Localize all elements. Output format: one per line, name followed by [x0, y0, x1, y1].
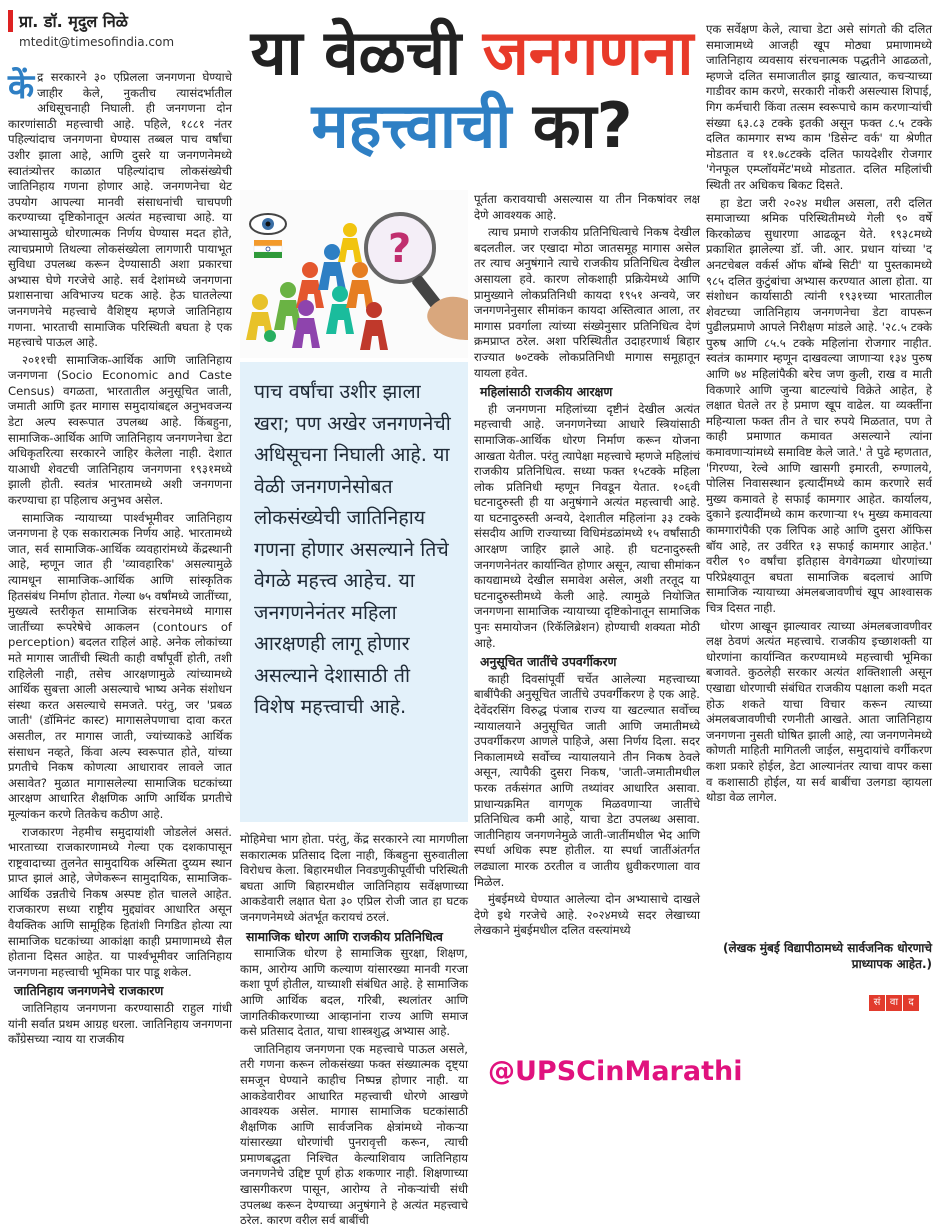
paragraph: २०११ची सामाजिक-आर्थिक आणि जातिनिहाय जनगणना (Socio Economic and Caste Census) वगळता, भारतातील अनुसूचित जाती, जमाती आणि इतर मागास समुदायांबद्दल अनुभवजन्य डेटा अल्प स्वरूपात उपलब्ध आहे. किंबहुना, सामाजिक-आर्थिक आणि जातिनिहाय जनगणनेचा डेटा अधिकृतरित्या सरकारने जाहिर केलेला नाही. देशात याआधी शेवटची जातिनिहाय जनगणना १९३१मध्ये झाली होती. स्वतंत्र भारतामध्ये अशी जनगणना करण्याचा हा पहिलाच अनुभव असेल.: [8, 352, 232, 508]
article-column-3: [474, 192, 700, 1192]
byline: [8, 10, 233, 49]
subheading: अनुसूचित जातींचे उपवर्गीकरण: [480, 654, 617, 670]
paragraph: सामाजिक धोरण हे सामाजिक सुरक्षा, शिक्षण, काम, आरोग्य आणि कल्याण यांसारख्या मानवी गरजा कशा पूर्ण होतील, याच्याशी संबंधित आहे. हे सामाजिक आणि आर्थिक बदल, गरिबी, स्थलांतर आणि जागतिकीकरणाच्या आव्हानांना राज्य आणि समाज कसे प्रतिसाद देतात, याचा शास्त्रशुद्ध अभ्यास आहे.: [240, 946, 468, 1039]
eye-icon: [250, 214, 286, 234]
article-column-4: [706, 22, 932, 912]
paragraph: एक सर्वेक्षण केले, त्याचा डेटा असे सांगतो की दलित समाजामध्ये आजही खूप मोठ्या प्रमाणामध्ये जातिनिहाय व्यवसाय संरचनात्मक पद्धतीने आढळतो, म्हणजे दलित समाजातील झाडू खात्यात, कचऱ्याच्या गाडीवर काम करणे, सरकारी नोकरी असल्यास शिपाई, गिग कर्मचारी किंवा तत्सम स्वरूपाचे काम करणाऱ्यांची संख्या ६३.८३ टक्के इतकी असून फक्त ८.५ टक्के दलित कामगार सभ्य काम 'डिसेन्ट वर्क' या श्रेणीत मोडतात व ११.७८टक्के दलित फायदेशीर रोजगार 'गेनफूल एम्प्लॉयमेंट'मध्ये मोडतात. दलित महिलांची स्थिती तर अधिकच बिकट दिसते.: [706, 22, 932, 192]
author-name: प्रा. डॉ. मृदुल निळे: [19, 12, 128, 31]
headline: [238, 18, 706, 161]
headline-part-4: का?: [511, 89, 633, 163]
tag-letter: वा: [886, 995, 902, 1011]
paragraph: राजकारण नेहमीच समुदायांशी जोडलेलं असतं. भारताच्या राजकारणामध्ये गेल्या एक दशकापासून राष्ट्रवादाच्या तुलनेत सामुदायिक अस्मिता दुय्यम स्थान प्राप्त झालं आहे, जेणेकरून सामुदायिक, सामाजिक-आर्थिक उन्नतीचे निकष अस्पष्ट होत चालले आहेत. राजकारण सध्या राष्ट्रीय मुद्द्यांवर आधारित असून वैयक्तिक आणि सामूहिक हितांशी निगडित होत्या त्या सामाजिक घटकांच्या आकांक्षा काही प्रमाणामध्ये सैल होताना दिसत आहेत. या पार्श्वभूमीवर जातिनिहाय जनगणना महत्त्वाची भूमिका पार पाडू शकेल.: [8, 824, 232, 979]
svg-text:?: ?: [388, 226, 412, 272]
drop-cap: कें: [8, 67, 35, 107]
paragraph: मुंबईमध्ये घेण्यात आलेल्या दोन अभ्यासाचे दाखले देणे इथे गरजेचे आहे. २०२४मध्ये सदर लेखाच्या लेखकाने मुंबईमधील दलित वस्त्यांमध्ये: [474, 892, 700, 938]
people-magnifier-illustration: [240, 190, 468, 358]
article-column-2: [240, 832, 468, 1228]
paragraph: सामाजिक न्यायाच्या पार्श्वभूमीवर जातिनिहाय जनगणना हे एक सकारात्मक निर्णय आहे. भारतामध्ये जात, सर्व सामाजिक-आर्थिक व्यवहारांमध्ये केंद्रस्थानी आहे, म्हणून जात ही 'व्यावहारिक' असल्यामुळे त्यामधून सामाजिक-आर्थिक आणि सांस्कृतिक हितसंबंध निर्माण होतात. गेल्या ७५ वर्षांमध्ये जातींच्या, मुख्यत्वे स्तरीकृत सामाजिक संरचनेमध्ये मागास जातींच्या रूपरेषेचे आकलन (contours of perception) बदलत राहिलं आहे. अनेक लोकांच्या मते मागास जातींची स्थिती काही वर्षांपूर्वी होती, तशी राहिलेली नाही, तसेच आरक्षणामुळे त्यांच्यामध्ये आर्थिक सुबत्ता आली असल्याचे भाष्य अनेक संशोधन संस्था करत असल्याचे समजते. परंतु, जर 'प्रबळ जाती' (डॉमिनंट कास्ट) मागासलेपणाचा दावा करत असतील, तर मागास जाती, ज्यांच्याकडे आर्थिक संसाधन नव्हते, किंवा अल्प स्वरूपात होते, यांच्या प्रगतीचे निकष कोणत्या आधारावर लावले जात असावेत? मुळात मागासलेल्या सामाजिक घटकांच्या आरक्षण आधारित शैक्षणिक आणि आर्थिक प्रगतीचे मूल्यांकन करणे तितकेच कठीण आहे.: [8, 510, 232, 821]
headline-part-3: महत्त्वाची: [311, 89, 512, 163]
samvad-tag: [868, 990, 919, 1011]
watermark: @UPSCinMarathi: [488, 1056, 743, 1087]
author-email: mtedit@timesofindia.com: [19, 35, 175, 49]
subheading: जातिनिहाय जनगणनेचे राजकारण: [14, 983, 164, 999]
paragraph: जातिनिहाय जनगणना करण्यासाठी राहुल गांधी यांनी सर्वात प्रथम आग्रह धरला. जातिनिहाय जनगणना काँग्रेसच्या न्याय या राजकीय: [8, 1001, 232, 1047]
paragraph: त्याच प्रमाणे राजकीय प्रतिनिधित्वाचे निकष देखील बदलतील. जर एखादा मोठा जातसमूह मागास असेल तर त्याच अनुषंगाने त्याचे राजकीय प्रतिनिधित्व देखील असायला हवे. कारण लोकशाही प्रक्रियेमध्ये आणि प्रामुख्याने लोकप्रतिनिधी कायदा १९५१ अन्वये, जर जनगणनेनुसार सीमांकन कायदा अस्तित्वात आला, तर मागास प्रवर्गाला त्यांच्या संख्येनुसार प्रतिनिधित्व देणं क्रमप्राप्त ठरेल. अशा परिस्थितीत उदाहरणार्थ बिहार राज्यात ७०टक्के लोकप्रतिनिधी मागास समूहातून यायला हवेत.: [474, 225, 700, 380]
headline-part-1: या वेळची: [250, 16, 483, 89]
pull-quote-text: पाच वर्षांचा उशीर झाला खरा; पण अखेर जनगणनेची अधिसूचना निघाली आहे. या वेळी जनगणनेसोबत लोकसंख्येची जातिनिहाय गणना होणार असल्याने तिचे वेगळे महत्त्व आहेच. या जनगणनेनंतर महिला आरक्षणही लागू होणार असल्याने देशासाठी ती विशेष महत्त्वाची आहे.: [254, 380, 451, 718]
indian-flag-icon: [254, 240, 282, 258]
subheading: महिलांसाठी राजकीय आरक्षण: [480, 384, 613, 400]
census-illustration: [240, 190, 468, 358]
paragraph: ही जनगणना महिलांच्या दृष्टीनं देखील अत्यंत महत्त्वाची आहे. जनगणनेच्या आधारे स्त्रियांसाठी सामाजिक-आर्थिक धोरण निर्माण करून योजना आखता येतील. परंतु त्यापेक्षा महत्त्वाचे म्हणजे महिलांचं राजकीय प्रतिनिधित्व. सध्या फक्त १५टक्के महिला लोक प्रतिनिधी म्हणून निवडून येतात. १०६वी घटनादुरुस्ती ही या अनुषंगाने अत्यंत महत्त्वाची आहे. या घटनादुरुस्ती अन्वये, देशातील महिलांना ३३ टक्के संसदीय आणि राज्याच्या विधिमंडळांमध्ये १५ वर्षांसाठी आरक्षण जाहिर झाले आहे. ही घटनादुरुस्ती जनगणनेनंतर कार्यान्वित होणार असून, त्याचा सीमांकन कायद्यामध्ये देखील समावेश असेल, अशी तरतूद या घटनादुरुस्तीमध्ये केली आहे. त्यामुळे नियोजित जनगणना सामाजिक न्यायाच्या दृष्टिकोनातून सामाजिक पुनः समायोजन (रिकॅलिब्रेशन) होण्याची शक्यता मोठी आहे.: [474, 401, 700, 650]
author-note: (लेखक मुंबई विद्यापीठामध्ये सार्वजनिक धोरणाचे प्राध्यापक आहेत.): [723, 941, 932, 971]
paragraph: मोहिमेचा भाग होता. परंतु, केंद्र सरकारने त्या मागणीला सकारात्मक प्रतिसाद दिला नाही, किंबहुना सुरुवातीला विरोधच केला. बिहारमधील निवडणुकीपूर्वीची परिस्थिती बघता आणि बिहारमधील जातिनिहाय सर्वेक्षणाच्या आकडेवारी लक्षात घेता ३० एप्रिल रोजी जात हा घटक जनगणनेमध्ये अंतर्भूत करायचं ठरलं.: [240, 832, 468, 924]
subheading: सामाजिक धोरण आणि राजकीय प्रतिनिधित्व: [246, 928, 443, 944]
headline-part-2: जनगणना: [482, 16, 694, 89]
byline-accent-bar: [8, 10, 13, 32]
paragraph: जातिनिहाय जनगणना एक महत्त्वाचे पाऊल असले, तरी गणना करून लोकसंख्या फक्त संख्यात्मक दृष्ट्या समजून घेण्याने काहीच निष्पन्न होणार नाही. या आकडेवारीवर आधारित महत्त्वाची धोरणे आखणे आवश्यक असेल. मागास सामाजिक घटकांसाठी शैक्षणिक आणि सार्वजनिक क्षेत्रांमध्ये नोकऱ्या यांसारख्या धोरणांची पुनरावृत्ती करून, त्याची प्रमाणबद्धता निश्चित केल्याशिवाय जातिनिहाय जनगणनेचे उद्दिष्ट पूर्ण होऊ शकणार नाही. शिक्षणाच्या खासगीकरण पासून, आरोग्य ते नोकऱ्यांची संधी उपलब्ध करून देण्याच्या अनुषंगाने हे अत्यंत महत्त्वाचे ठरेल. कारण वरील सर्व बाबींची: [240, 1041, 468, 1228]
article-column-1: [8, 67, 232, 1192]
magnifier-icon: [366, 214, 445, 313]
tag-letter: सं: [869, 995, 885, 1011]
paragraph: द्र सरकारने ३० एप्रिलला जनगणना घेण्याचे जाहीर केले, नुकतीच त्यासंदर्भातील अधिसूचनाही निघाली. ही जनगणना दोन कारणांसाठी महत्त्वाची आहे. पहिले, १८८१ नंतर पहिल्यांदाच जनगणना घेण्यास तब्बल पाच वर्षांचा उशीर झाला आहे, आणि दुसरे या जनगणनेमध्ये स्वातंत्र्योत्तर काळात पहिल्यांदाच लोकसंख्येची जातिनिहाय गणना होणार आहे. जनगणनेचा थेट उपयोग आपल्या मानवी संसाधनांची चाचपणी करण्याच्या दृष्टिकोनातून अत्यंत महत्त्वाचा आहे. या अभ्यासामुळे धोरणात्मक निर्णय घेण्यास मदत होते, त्याचप्रमाणे तिथल्या लोकसंख्येला लागणारी पायाभूत सुविधा उपलब्ध करून देण्यासाठी अशा प्रकारचा अभ्यास घेणे गरजेचे आहे. सर्व देशांमध्ये जनगणना प्रशासनाचा अविभाज्य घटक आहे. हेऊ घातलेल्या जनगणनेचे महत्त्वाचे वैशिष्ट्य म्हणजे जातिनिहाय गणना. भारताची सामाजिक परिस्थिती बघता हे एक महत्त्वाचे पाऊल आहे.: [8, 70, 232, 350]
paragraph: हा डेटा जरी २०२४ मधील असला, तरी दलित समाजाच्या श्रमिक परिस्थितीमध्ये गेली ९० वर्षे किरकोळच सुधारणा आढळून येते. १९३८मध्ये प्रकाशित झालेल्या डॉ. जी. आर. प्रधान यांच्या 'द अनटचेबल वर्कर्स ऑफ बॉम्बे सिटी' या पुस्तकामध्ये ९८५ दलित कुटुंबांचा अभ्यास करण्यात आला होता. या संशोधन कार्यासाठी त्यांनी १९३१च्या भारतातील शेवटच्या जातिनिहाय जनगणनेचा डेटा वापरून पुढीलप्रमाणे आपले निरीक्षण मांडले आहे. '२८.५ टक्के पुरुष आणि ८५.५ टक्के महिलांना रोजगार नाहीत. स्वतंत्र कामगार म्हणून दाखवल्या जाणाऱ्या १३४ पुरुष आणि ७४ महिलांपैकी बरेच जण कुली, राख व माती विकणारे आणि जुन्या बाटल्यांचे विक्रेते आहेत, हे लक्षात घेतले तर हे प्रमाण खूप वाढेल. या व्यक्तींना महिन्याला फक्त तीन ते चार रुपये मिळतात, पण ते काही प्रमाणात कमावत असल्याने त्यांना कमावणाऱ्यांमध्ये समाविष्ट केले जाते.' ते पुढे म्हणतात, 'गिरण्या, रेल्वे आणि खासगी इमारती, रुग्णालये, पोलिस निवासस्थान इत्यादींमध्ये काम करणारे सर्व मुख्य कमावते हे सफाई कामगार आहेत. कार्यालय, दुकाने इत्यादींमध्ये काम करणाऱ्या १५ मुख्य कमावत्या कामगारांपैकी एक लिपिक आहे आणि दुसरा ऑफिस बॉय आहे, तर उर्वरित १३ सफाई कामगार आहेत.' वरील ९० वर्षांचा इतिहास वेगवेगळ्या धोरणांच्या परिप्रेक्ष्यातून बघता सामाजिक बदलाचं आणि सामाजिक न्यायाच्या अंमलबजावणीचं खूप आश्वासक चित्र दिसत नाही.: [706, 195, 932, 615]
tag-letter: द: [903, 995, 919, 1011]
paragraph: काही दिवसांपूर्वी चर्चेत आलेल्या महत्त्वाच्या बाबींपैकी अनुसूचित जातींचे उपवर्गीकरण हे एक आहे. देवेंदरसिंग विरुद्ध पंजाब राज्य या खटल्यात सर्वोच्च न्यायालयाने अनुसूचित जाती आणि जमातीमध्ये उपवर्गीकरण आणले पाहिजे, असा निर्णय दिला. सदर निकालामध्ये सर्वोच्च न्यायालयाने तीन निकष ठेवले असून, त्यापैकी दुसरा निकष, 'जाती-जमातीमधील फरक तर्कसंगत आणि तथ्यांवर आधारित असावा. प्राधान्यक्रमित वागणूक मिळवणाऱ्या जातींचे प्रतिनिधित्व कमी आहे, याचा डेटा उपलब्ध असावा. जातीनिहाय जनगणनेमुळे जाती-जातींमधील भेद आणि स्पर्धा अधिक स्पष्ट होतील. या स्पर्धा जातींअंतर्गत लढ्याला मारक ठरतील व जातीय ध्रुवीकरणाला वाव मिळेल.: [474, 671, 700, 889]
pull-quote-box: [240, 362, 468, 822]
paragraph: पूर्तता करावयाची असल्यास या तीन निकषांवर लक्ष देणे आवश्यक आहे.: [474, 192, 700, 222]
paragraph: धोरण आखून झाल्यावर त्याच्या अंमलबजावणीवर लक्ष ठेवणं अत्यंत महत्त्वाचे. राजकीय इच्छाशक्ती या धोरणांना कार्यान्वित करण्यामध्ये महत्त्वाची भूमिका बजावते. कुठलेही सरकार अत्यंत शक्तिशाली असून एखाद्या धोरणाची संबंधित राजकीय पक्षाला कशी मदत होऊ शकते याचा विचार करून त्याच्या अंमलबजावणीची रणनीती आखते. आता जातिनिहाय जनगणना नुसती घोषित झाली आहे, त्या जनगणनेमध्ये कोणती माहिती मागितली जाईल, समुदायांचे वर्गीकरण कशा प्रकारे होईल, डेटा आल्यानंतर त्याचा वापर कसा व कशासाठी होईल, या सर्व बाबींचा उलगडा व्हायला थोडा वेळ लागेल.: [706, 618, 932, 805]
